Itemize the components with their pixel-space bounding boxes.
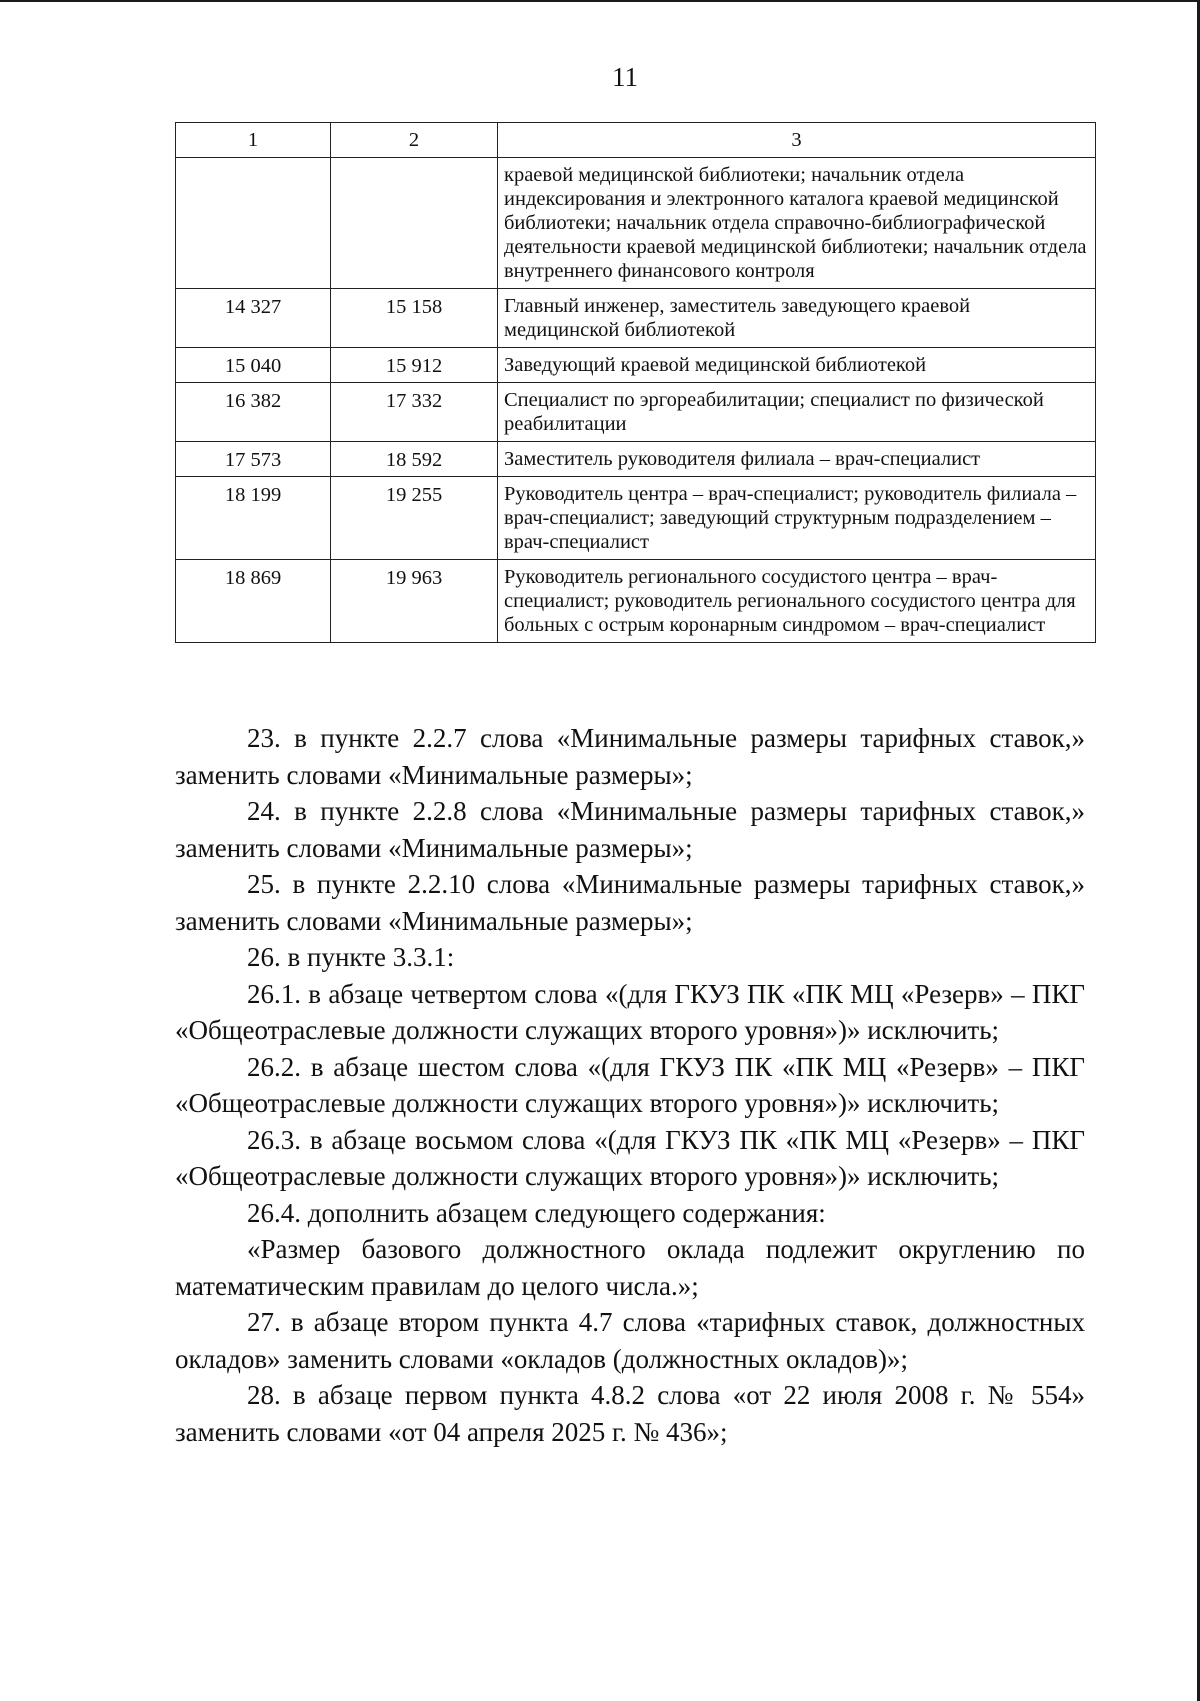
paragraph-26-3: 26.3. в абзаце восьмом слова «(для ГКУЗ ПК «ПК МЦ «Резерв» – ПКГ «Общеотраслевые должности служащих второго уровня»)» исключить;: [175, 1124, 1085, 1191]
paragraph-26-4: 26.4. дополнить абзацем следующего содержания:: [247, 1197, 826, 1228]
table-cell-salary: 18 592: [331, 442, 498, 477]
page-number: 11: [612, 62, 638, 92]
paragraph-26: 26. в пункте 3.3.1:: [247, 942, 455, 972]
paragraph-26-1: 26.1. в абзаце четвертом слова «(для ГКУЗ ПК «ПК МЦ «Резерв» – ПКГ «Общеотраслевые должности служащих второго уровня»)» исключить;: [175, 978, 1085, 1045]
table-cell-position: Специалист по эргореабилитации; специалист по физической реабилитации: [498, 383, 1096, 442]
table-row: [176, 383, 1096, 442]
table-row: [176, 442, 1096, 477]
table-cell-position: Заместитель руководителя филиала – врач-специалист: [498, 442, 1096, 477]
table-header-cell: 1: [176, 123, 331, 158]
paragraph-27: 27. в абзаце втором пункта 4.7 слова «тарифных ставок, должностных окладов» заменить словами «окладов (должностных окладов)»;: [175, 1307, 1085, 1374]
table-cell-position: краевой медицинской библиотеки; начальник отдела индексирования и электронного каталога краевой медицинской библиотеки; начальник отдела справочно-библиографической деятельности краевой медицинской библиотеки; начальник отдела внутреннего финансового контроля: [498, 158, 1096, 289]
table-cell-salary: 15 912: [331, 348, 498, 383]
paragraph-26-2: 26.2. в абзаце шестом слова «(для ГКУЗ ПК «ПК МЦ «Резерв» – ПКГ «Общеотраслевые должности служащих второго уровня»)» исключить;: [175, 1051, 1085, 1118]
table-cell-salary: 19 255: [331, 477, 498, 560]
paragraph-28: 28. в абзаце первом пункта 4.8.2 слова «от 22 июля 2008 г. № 554» заменить словами «от 04 апреля 2025 г. № 436»;: [175, 1380, 1085, 1447]
table-cell-salary: 15 158: [331, 289, 498, 348]
table-cell-min-salary: [176, 158, 331, 289]
table-row: [176, 158, 1096, 289]
table-cell-min-salary: 16 382: [176, 383, 331, 442]
table-cell-position: Заведующий краевой медицинской библиотекой: [498, 348, 1096, 383]
table-header-cell: 2: [331, 123, 498, 158]
table-row: [176, 477, 1096, 560]
table-cell-min-salary: 18 199: [176, 477, 331, 560]
paragraph-23: 23. в пункте 2.2.7 слова «Минимальные размеры тарифных ставок,» заменить словами «Минимальные размеры»;: [175, 723, 1085, 790]
salary-table: [175, 122, 1096, 643]
table-cell-min-salary: 18 869: [176, 560, 331, 643]
table-row: [176, 348, 1096, 383]
table-row: [176, 289, 1096, 348]
table-header-cell: 3: [498, 123, 1096, 158]
table-cell-position: Главный инженер, заместитель заведующего краевой медицинской библиотекой: [498, 289, 1096, 348]
amendment-text: [175, 720, 1085, 1450]
table-row: [176, 560, 1096, 643]
table-cell-min-salary: 17 573: [176, 442, 331, 477]
table-cell-position: Руководитель регионального сосудистого центра – врач-специалист; руководитель регионального сосудистого центра для больных с острым коронарным синдромом – врач-специалист: [498, 560, 1096, 643]
table-cell-position: Руководитель центра – врач-специалист; руководитель филиала – врач-специалист; заведующий структурным подразделением – врач-специалист: [498, 477, 1096, 560]
table-cell-salary: 19 963: [331, 560, 498, 643]
table-cell-min-salary: 15 040: [176, 348, 331, 383]
table-cell-min-salary: 14 327: [176, 289, 331, 348]
paragraph-25: 25. в пункте 2.2.10 слова «Минимальные размеры тарифных ставок,» заменить словами «Минимальные размеры»;: [175, 869, 1085, 936]
paragraph-quote: «Размер базового должностного оклада подлежит округлению по математическим правилам до целого числа.»;: [175, 1234, 1085, 1301]
scan-edge-top: [0, 0, 1200, 2]
table-cell-salary: 17 332: [331, 383, 498, 442]
paragraph-24: 24. в пункте 2.2.8 слова «Минимальные размеры тарифных ставок,» заменить словами «Минимальные размеры»;: [175, 796, 1085, 863]
table-cell-salary: [331, 158, 498, 289]
table-header-row: [176, 123, 1096, 158]
